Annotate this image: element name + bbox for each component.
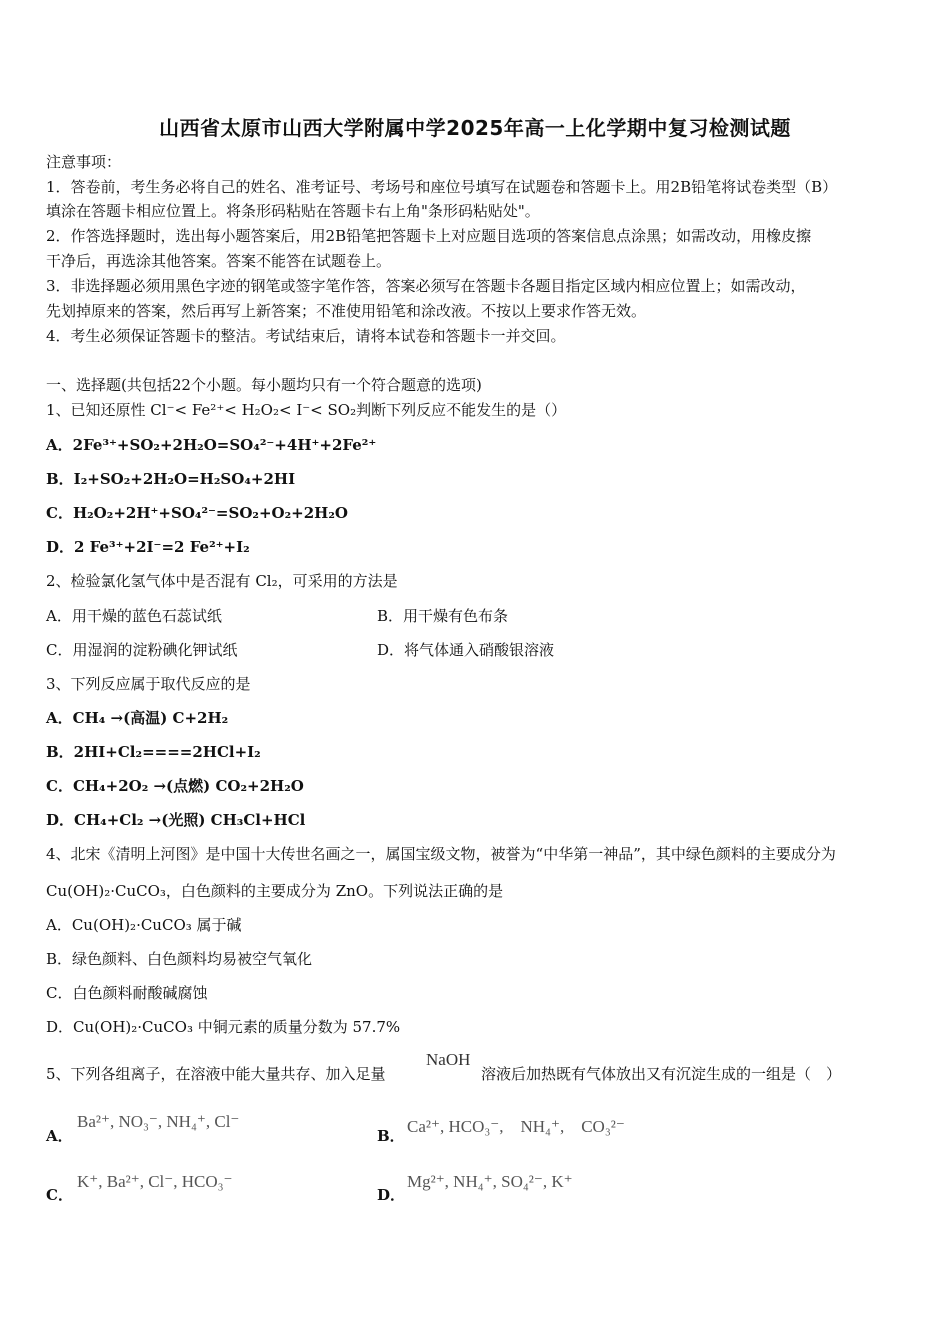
question-2-option-b: B．用干燥有色布条 [377,607,509,625]
question-2-option-d: D．将气体通入硝酸银溶液 [377,641,555,659]
question-5-stem-prefix: 5、下列各组离子，在溶液中能大量共存、加入足量 [46,1065,386,1083]
question-1-option-a: A．2Fe³⁺+SO₂+2H₂O=SO₄²⁻+4H⁺+2Fe²⁺ [46,436,377,454]
notice-heading: 注意事项： [46,153,122,171]
question-1-option-b: B．I₂+SO₂+2H₂O=H₂SO₄+2HI [46,470,296,488]
notice-item-1-line-2: 填涂在答题卡相应位置上。将条形码粘贴在答题卡右上角"条形码粘贴处"。 [46,202,540,220]
question-5-option-a: Ba²⁺, NO₃⁻, NH₄⁺, Cl⁻ [77,1112,240,1131]
question-3-stem: 3、下列反应属于取代反应的是 [46,675,251,693]
question-5-reagent: NaOH [426,1050,471,1069]
question-2-option-c: C．用湿润的淀粉碘化钾试纸 [46,641,238,659]
question-1-option-c: C．H₂O₂+2H⁺+SO₄²⁻=SO₂+O₂+2H₂O [46,504,348,522]
question-2-option-a: A．用干燥的蓝色石蕊试纸 [46,607,222,625]
section-heading: 一、选择题(共包括22个小题。每小题均只有一个符合题意的选项) [46,376,482,394]
question-5-option-d: Mg²⁺, NH₄⁺, SO₄²⁻, K⁺ [407,1172,573,1191]
notice-item-3-line-2: 先划掉原来的答案，然后再写上新答案；不准使用铅笔和涂改液。不按以上要求作答无效。 [46,302,647,320]
question-1-stem: 1、已知还原性 Cl⁻< Fe²⁺< H₂O₂< I⁻< SO₂判断下列反应不能发生的是（） [46,401,567,419]
page-title: 山西省太原市山西大学附属中学2025年高一上化学期中复习检测试题 [159,116,791,140]
question-2-stem: 2、检验氯化氢气体中是否混有 Cl₂，可采用的方法是 [46,572,398,590]
question-5-option-c-label: C． [46,1186,73,1204]
question-5-option-a-label: A． [46,1127,73,1145]
question-5-option-b: Ca²⁺, HCO₃⁻, NH₄⁺, CO₃²⁻ [407,1117,625,1136]
question-5-stem-suffix: 溶液后加热既有气体放出又有沉淀生成的一组是（ ） [481,1065,842,1083]
question-4-option-a: A．Cu(OH)₂·CuCO₃ 属于碱 [46,916,242,934]
question-4-option-b: B．绿色颜料、白色颜料均易被空气氧化 [46,950,313,968]
question-4-stem-line-2: Cu(OH)₂·CuCO₃，白色颜料的主要成分为 ZnO。下列说法正确的是 [46,882,504,900]
question-4-option-c: C．白色颜料耐酸碱腐蚀 [46,984,208,1002]
question-4-option-d: D．Cu(OH)₂·CuCO₃ 中铜元素的质量分数为 57.7% [46,1018,401,1036]
notice-item-2-line-1: 2．作答选择题时，选出每小题答案后，用2B铅笔把答题卡上对应题目选项的答案信息点涂黑；如需改动，用橡皮擦 [46,227,812,245]
question-3-option-c: C．CH₄+2O₂ →(点燃) CO₂+2H₂O [46,777,304,795]
notice-item-4: 4．考生必须保证答题卡的整洁。考试结束后，请将本试卷和答题卡一并交回。 [46,327,566,345]
question-1-option-d: D．2 Fe³⁺+2I⁻=2 Fe²⁺+I₂ [46,538,250,556]
question-5-option-d-label: D． [377,1186,406,1204]
notice-item-3-line-1: 3．非选择题必须用黑色字迹的钢笔或签字笔作答，答案必须写在答题卡各题目指定区域内相应位置上；如需改动， [46,277,806,295]
question-5-option-c: K⁺, Ba²⁺, Cl⁻, HCO₃⁻ [77,1172,233,1191]
question-3-option-d: D．CH₄+Cl₂ →(光照) CH₃Cl+HCl [46,811,306,829]
question-4-stem-line-1: 4、北宋《清明上河图》是中国十大传世名画之一，属国宝级文物，被誉为“中华第一神品”，其中绿色颜料的主要成分为 [46,845,836,863]
notice-item-2-line-2: 干净后，再选涂其他答案。答案不能答在试题卷上。 [46,252,392,270]
notice-item-1-line-1: 1．答卷前，考生务必将自己的姓名、准考证号、考场号和座位号填写在试题卷和答题卡上。用2B铅笔将试卷类型（B） [46,178,838,196]
question-3-option-b: B．2HI+Cl₂====2HCl+I₂ [46,743,261,761]
question-5-option-b-label: B． [377,1127,405,1145]
question-3-option-a: A．CH₄ →(高温) C+2H₂ [46,709,229,727]
